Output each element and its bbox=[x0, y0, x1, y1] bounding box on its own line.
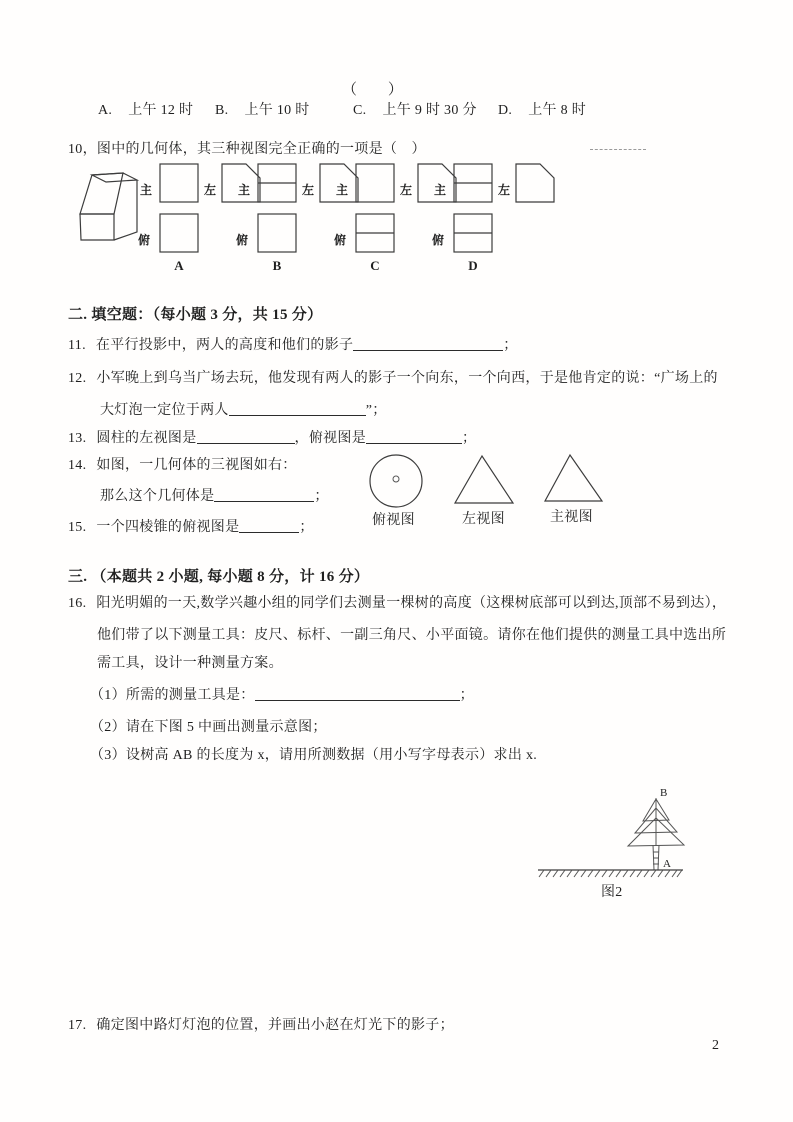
option-label: D. bbox=[498, 103, 513, 118]
option-c-group bbox=[334, 164, 456, 273]
circle-center-dot bbox=[393, 476, 399, 482]
option-letter: C bbox=[370, 258, 380, 273]
pine-tree bbox=[628, 798, 684, 870]
q16-item2: （2）请在下图 5 中画出测量示意图； bbox=[90, 720, 327, 735]
front-view-label: 主 bbox=[433, 183, 447, 197]
q9-answer-paren: （ ） bbox=[342, 82, 404, 98]
top-view-label: 俯 bbox=[235, 233, 249, 247]
q16-question-line3: 需工具，设计一种测量方案。 bbox=[97, 656, 283, 671]
figure2-caption: 图2 bbox=[601, 885, 623, 900]
question-number: 16. bbox=[68, 596, 87, 611]
top-view-square bbox=[258, 214, 296, 252]
left-view-triangle bbox=[455, 456, 513, 503]
side-view-pentagon bbox=[516, 164, 554, 202]
front-view-label: 主 bbox=[237, 183, 251, 197]
q13-question bbox=[68, 427, 476, 447]
tree-figure bbox=[530, 782, 740, 882]
side-view-label: 左 bbox=[497, 183, 511, 197]
q9-option-d bbox=[498, 99, 586, 119]
question-text: ，俯视图是 bbox=[294, 431, 367, 446]
front-view-label: 主 bbox=[335, 183, 349, 197]
point-a-label: A bbox=[663, 858, 671, 870]
option-letter: D bbox=[468, 258, 478, 273]
question-number: 17. bbox=[68, 1018, 87, 1033]
q16-question-line1 bbox=[68, 592, 726, 612]
question-text-end: ； bbox=[299, 520, 314, 535]
front-view-label: 主 bbox=[139, 183, 153, 197]
answer-blank bbox=[197, 431, 295, 444]
option-text: 上午 10 时 bbox=[244, 103, 310, 118]
front-view-triangle bbox=[545, 455, 602, 501]
item-text: （1）所需的测量工具是： bbox=[90, 688, 255, 703]
side-view-label: 左 bbox=[301, 183, 315, 197]
option-b-group bbox=[236, 164, 358, 273]
answer-blank bbox=[366, 431, 462, 444]
option-label: A. bbox=[98, 103, 113, 118]
left-view-caption: 左视图 bbox=[462, 512, 505, 527]
question-number: 15. bbox=[68, 520, 87, 535]
q16-item3: （3）设树高 AB 的长度为 x，请用所测数据（用小写字母表示）求出 x. bbox=[90, 748, 538, 763]
option-text: 上午 9 时 30 分 bbox=[382, 103, 477, 118]
question-text: 在平行投影中，两人的高度和他们的影子 bbox=[95, 338, 354, 353]
ground-hatching bbox=[539, 870, 682, 877]
point-b-label: B bbox=[660, 787, 668, 799]
question-text: 确定图中路灯灯泡的位置，并画出小赵在灯光下的影子； bbox=[96, 1018, 454, 1033]
question-text: 小军晚上到乌当广场去玩，他发现有两人的影子一个向东，一个向西，于是他肯定的说：“广场上的 bbox=[96, 371, 718, 386]
question-text-end: ”； bbox=[365, 403, 387, 418]
scan-artifact bbox=[590, 149, 646, 150]
q14-question-line2 bbox=[100, 485, 329, 505]
answer-blank bbox=[229, 403, 366, 416]
top-view-label: 俯 bbox=[137, 233, 151, 247]
q10-views-diagram bbox=[60, 152, 620, 282]
question-text: 一个四棱锥的俯视图是 bbox=[96, 520, 240, 535]
q9-option-b bbox=[215, 99, 310, 119]
question-text-end: ； bbox=[503, 338, 518, 353]
option-letter: A bbox=[174, 258, 184, 273]
question-text: 那么这个几何体是 bbox=[100, 489, 215, 504]
question-number: 11. bbox=[68, 338, 86, 353]
option-text: 上午 8 时 bbox=[528, 103, 587, 118]
front-view-square bbox=[160, 164, 198, 202]
item-text-end: ； bbox=[459, 688, 474, 703]
question-number: 10， bbox=[68, 142, 97, 157]
q9-option-a bbox=[98, 99, 193, 119]
option-label: B. bbox=[215, 103, 229, 118]
answer-blank bbox=[214, 489, 314, 502]
top-view-square bbox=[160, 214, 198, 252]
option-a-group bbox=[138, 164, 260, 273]
question-text-end: ； bbox=[314, 489, 329, 504]
q11-question bbox=[68, 334, 518, 354]
q14-views-figure bbox=[355, 448, 615, 508]
top-view-label: 俯 bbox=[431, 233, 445, 247]
section3-heading: 三. （本题共 2 小题, 每小题 8 分，计 16 分） bbox=[68, 569, 370, 585]
question-number: 14. bbox=[68, 458, 87, 473]
side-view-label: 左 bbox=[203, 183, 217, 197]
question-text: 大灯泡一定位于两人 bbox=[100, 403, 229, 418]
question-text-end: ； bbox=[462, 431, 477, 446]
q9-option-c bbox=[353, 99, 477, 119]
front-view-square bbox=[356, 164, 394, 202]
top-view-label: 俯 bbox=[333, 233, 347, 247]
answer-blank bbox=[353, 338, 503, 351]
q12-question-line1 bbox=[68, 367, 718, 387]
question-text: 如图，一几何体的三视图如右： bbox=[96, 458, 297, 473]
question-number: 13. bbox=[68, 431, 87, 446]
question-number: 12. bbox=[68, 371, 87, 386]
top-view-caption: 俯视图 bbox=[372, 513, 415, 528]
option-text: 上午 12 时 bbox=[128, 103, 194, 118]
q15-question bbox=[68, 516, 314, 536]
q17-question bbox=[68, 1014, 454, 1034]
question-text: 阳光明媚的一天,数学兴趣小组的同学们去测量一棵树的高度（这棵树底部可以到达,顶部不易到达）， bbox=[96, 596, 727, 611]
answer-blank bbox=[239, 520, 299, 533]
front-view-caption: 主视图 bbox=[550, 510, 593, 525]
q16-item1 bbox=[90, 684, 474, 704]
side-view-label: 左 bbox=[399, 183, 413, 197]
option-d-group bbox=[432, 164, 554, 273]
page-number: 2 bbox=[712, 1038, 719, 1053]
option-letter: B bbox=[272, 258, 282, 273]
solid-3d-figure bbox=[80, 173, 137, 240]
question-text: 圆柱的左视图是 bbox=[96, 431, 197, 446]
option-label: C. bbox=[353, 103, 367, 118]
answer-blank bbox=[255, 688, 460, 701]
q16-question-line2: 他们带了以下测量工具：皮尺、标杆、一副三角尺、小平面镜。请你在他们提供的测量工具中选出所 bbox=[97, 628, 727, 643]
q14-question-line1 bbox=[68, 454, 297, 474]
q12-question-line2 bbox=[100, 399, 387, 419]
top-view-circle bbox=[370, 455, 422, 507]
tree-trunk bbox=[653, 845, 659, 870]
section2-heading: 二. 填空题：（每小题 3 分，共 15 分） bbox=[68, 307, 323, 323]
question-text: 图中的几何体，其三种视图完全正确的一项是（ ） bbox=[96, 142, 426, 157]
